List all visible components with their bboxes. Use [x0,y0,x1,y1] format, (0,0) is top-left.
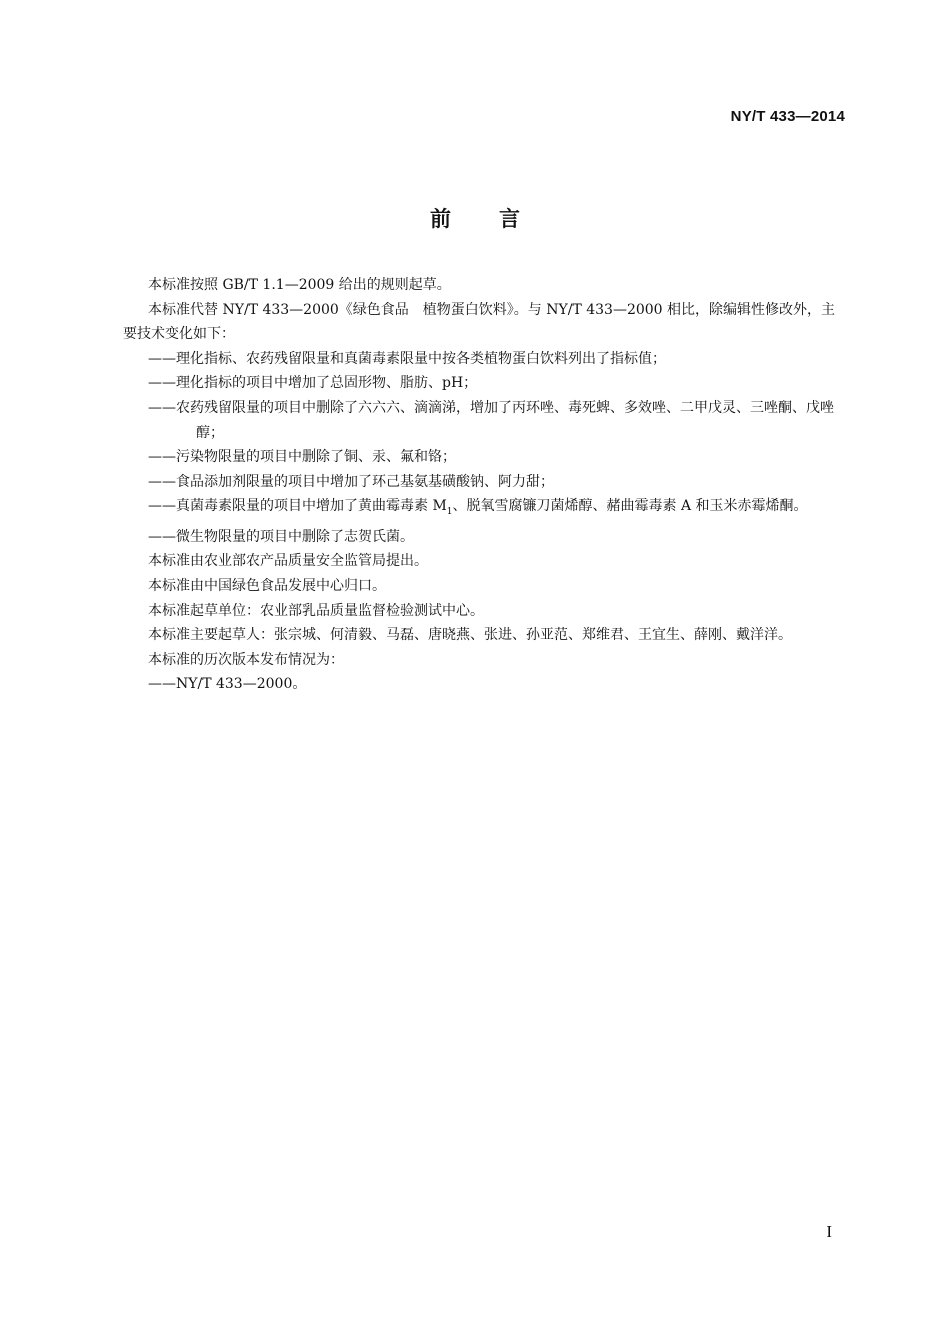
change-item-mycotoxin [123,494,848,524]
standard-code: NY/T 433—2014 [730,108,845,125]
change-item: ——理化指标、农药残留限量和真菌毒素限量中按各类植物蛋白饮料列出了指标值； [148,350,666,367]
change-text: ——真菌毒素限量的项目中增加了黄曲霉毒素 M [148,498,447,515]
change-item: ——污染物限量的项目中删除了铜、汞、氟和铬； [148,449,456,466]
paragraph-drafting-rule: 本标准按照 GB/T 1.1—2009 给出的规则起草。 [148,277,451,293]
subscript: 1 [446,507,453,518]
change-item: ——食品添加剂限量的项目中增加了环己基氨基磺酸钠、阿力甜； [148,473,554,490]
change-item: ——理化指标的项目中增加了总固形物、脂肪、pH； [148,375,478,392]
paragraph-centralized: 本标准由中国绿色食品发展中心归口。 [148,577,386,594]
change-text: 、脱氧雪腐镰刀菌烯醇、赭曲霉毒素 A 和玉米赤霉烯酮。 [452,498,808,515]
paragraph-proposer: 本标准由农业部农产品质量安全监管局提出。 [148,553,428,570]
page-title: 前言 [430,207,568,231]
page-number: I [826,1222,832,1241]
paragraph-drafting-unit: 本标准起草单位：农业部乳品质量监督检验测试中心。 [148,602,484,619]
paragraph-drafters: 本标准主要起草人：张宗城、何清毅、马磊、唐晓燕、张进、孙亚范、郑维君、王宜生、薛刚、戴洋洋。 [148,627,792,644]
paragraph-history-intro: 本标准的历次版本发布情况为： [148,651,344,668]
paragraph-replacement: 本标准代替 NY/T 433—2000《绿色食品 植物蛋白饮料》。与 NY/T 433—2000 相比，除编辑性修改外，主要技术变化如下： [123,301,836,343]
change-item: ——微生物限量的项目中删除了志贺氏菌。 [148,528,414,545]
document-body [123,273,848,697]
change-item: ——农药残留限量的项目中删除了六六六、滴滴涕，增加了丙环唑、毒死蜱、多效唑、二甲戊灵、三唑酮、戊唑醇； [148,399,834,441]
paragraph-history-item: ——NY/T 433—2000。 [148,676,307,693]
